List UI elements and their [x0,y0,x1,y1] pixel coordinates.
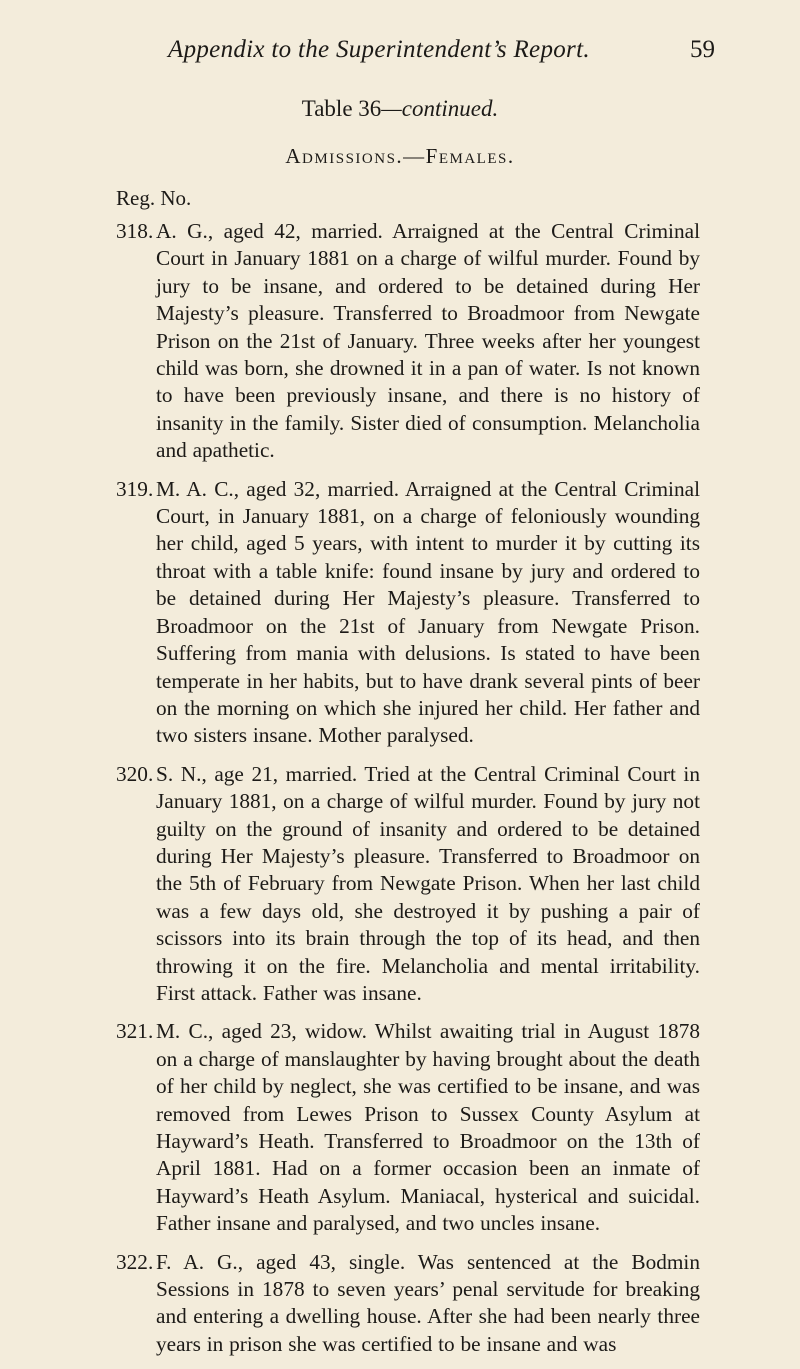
reg-number: 321. [116,1019,154,1044]
table-title [0,96,800,122]
reg-number: 318. [116,219,154,243]
case-text: S. N., age 21, married. Tried at the Central Criminal Court in January 1881, on a charge of wilful murder. Found by jury not guilty on the ground of insanity and ordered to be detained during Her Majesty’s pleasure. Transferred to Broadmoor on the 5th of February from Newgate Prison. When her last child was a few days old, she destroyed it by pushing a pair of scissors into its brain through the top of its head, and then throwing it on the fire. Melancholia and mental irritability. First attack. Father was insane. [156,761,700,1005]
page-number: 59 [690,36,715,63]
case-text: M. A. C., aged 32, married. Arraigned at the Central Criminal Court, in January 1881, on a charge of feloniously wounding her child, aged 5 years, with intent to murder it by cutting its throat with a table knife: found insane by jury and ordered to be detained during Her Majesty’s pleasure. Transferred to Broadmoor on the 21st of January from Newgate Prison. Suffering from mania with delusions. Is stated to have been temperate in her habits, but to have drank several pints of beer on the morning on which she injured her child. Her father and two sisters insane. Mother paralysed. [156,476,700,748]
case-entry [116,218,700,465]
case-entry [116,476,700,750]
table-label: Table 36 [301,96,382,121]
case-entry [116,1018,700,1237]
case-text: A. G., aged 42, married. Arraigned at the Central Criminal Court in January 1881 on a charge of wilful murder. Found by jury to be insane, and ordered to be detained during Her Majesty’s pleasure. Transferred to Broadmoor from Newgate Prison on the 21st of January. Three weeks after her youngest child was born, she drowned it in a pan of water. Is not known to have been previously insane, and there is no history of insanity in the family. Sister died of consumption. Melancholia and apathetic. [156,219,700,463]
case-text: M. C., aged 23, widow. Whilst awaiting trial in August 1878 on a charge of manslaughter by having brought about the death of her child by neglect, she was certified to be insane, and was removed from Lewes Prison to Sussex County Asylum at Hayward’s Heath. Transferred to Broadmoor on the 13th of April 1881. Had on a former occasion been an inmate of Hayward’s Heath Asylum. Maniacal, hysterical and suicidal. Father insane and paralysed, and two uncles insane. [156,1019,700,1236]
case-entry [116,761,700,1008]
running-head: Appendix to the Superintendent’s Report. [168,36,590,63]
table-continued: —continued. [381,96,499,121]
reg-number: 322. [116,1249,154,1274]
reg-number: 319. [116,476,154,501]
reg-no-header: Reg. No. [116,186,192,210]
reg-number: 320. [116,761,154,786]
case-entry [116,1249,700,1359]
case-text: F. A. G., aged 43, single. Was sentenced at the Bodmin Sessions in 1878 to seven years’ penal servitude for breaking and entering a dwelling house. After she had been nearly three years in prison she was certified to be insane and was [156,1249,700,1356]
case-entries [116,218,700,1369]
section-title: Admissions.—Females. [285,144,515,168]
